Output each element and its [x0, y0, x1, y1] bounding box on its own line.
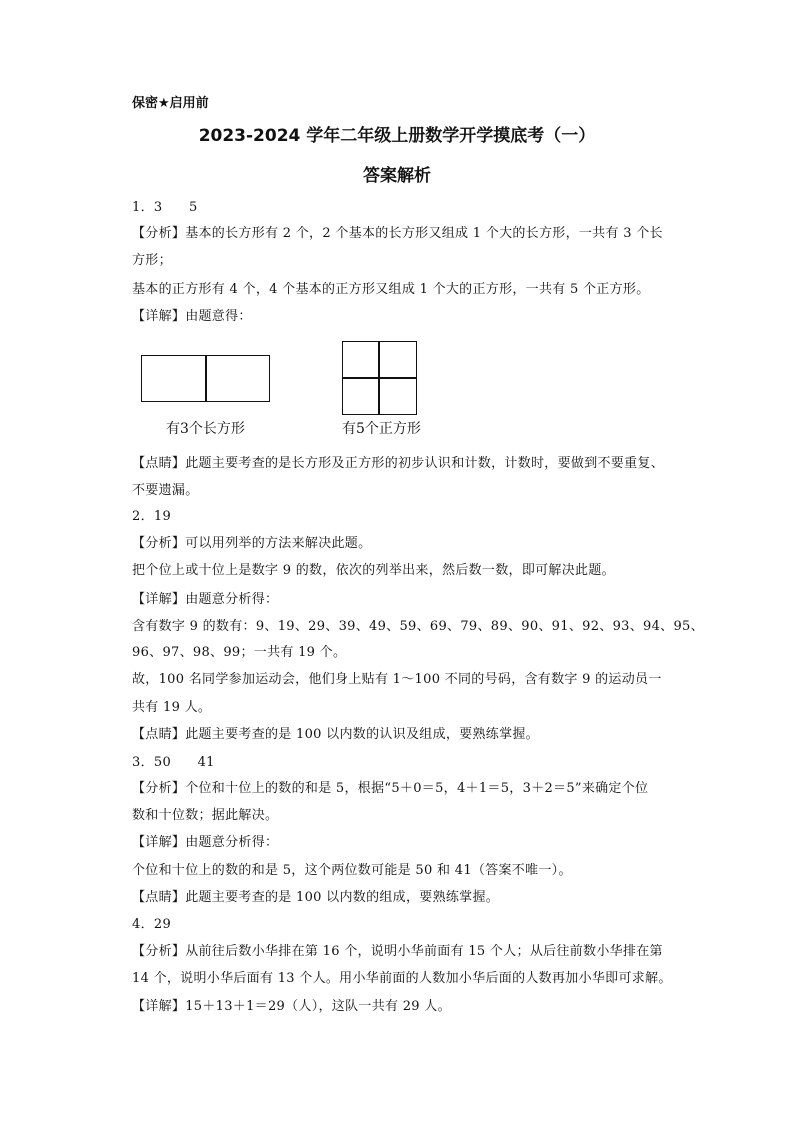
q2-detail-line-2: 96、97、98、99；一共有 19 个。	[132, 645, 347, 660]
confidential-label: 保密★启用前	[132, 96, 209, 111]
q4-analysis-line-2: 14 个，说明小华后面有 13 个人。用小华前面的人数加小华后面的人数再加小华即可求解。	[132, 971, 672, 986]
q1-analysis-line-3: 基本的正方形有 4 个，4 个基本的正方形又组成 1 个大的正方形，一共有 5 个正方形。	[132, 282, 650, 297]
q3-analysis-line-1: 【分析】个位和十位上的数的和是 5，根据“5＋0＝5，4＋1＝5，3＋2＝5”来确定个位	[132, 781, 649, 796]
q1-comment-line-2: 不要遗漏。	[132, 483, 199, 498]
q2-detail-heading: 【详解】由题意分析得：	[132, 592, 279, 607]
q2-detail-line-1: 含有数字 9 的数有：9、19、29、39、49、59、69、79、89、90、91、92、93、94、95、	[132, 619, 704, 634]
q4-detail: 【详解】15＋13＋1＝29（人），这队一共有 29 人。	[132, 999, 451, 1014]
q3-detail-line-1: 个位和十位上的数的和是 5，这个两位数可能是 50 和 41（答案不唯一）。	[132, 863, 572, 878]
rectangle-caption: 有3个长方形	[166, 421, 245, 437]
q4-analysis-line-1: 【分析】从前往后数小华排在第 16 个，说明小华前面有 15 个人；从后往前数小华排在第	[132, 944, 663, 959]
page-title: 2023-2024 学年二年级上册数学开学摸底考（一）	[198, 126, 596, 146]
rectangle-divider	[205, 355, 207, 402]
page-subtitle: 答案解析	[363, 166, 431, 186]
q3-comment: 【点睛】此题主要考查的是 100 以内数的组成，要熟练掌握。	[132, 890, 500, 905]
q1-answer: 1．3 5	[132, 200, 198, 215]
q2-comment: 【点睛】此题主要考查的是 100 以内数的认识及组成，要熟练掌握。	[132, 727, 539, 742]
q2-detail-line-4: 共有 19 人。	[132, 700, 212, 715]
q3-analysis-line-2: 数和十位数；据此解决。	[132, 808, 279, 823]
q2-detail-line-3: 故，100 名同学参加运动会，他们身上贴有 1～100 不同的号码，含有数字 9 的运动员一	[132, 672, 662, 687]
q2-analysis-line-2: 把个位上或十位上是数字 9 的数，依次的列举出来，然后数一数，即可解决此题。	[132, 563, 615, 578]
q3-answer: 3．50 41	[132, 755, 215, 770]
q1-comment-line-1: 【点睛】此题主要考查的是长方形及正方形的初步认识和计数，计数时，要做到不要重复、	[132, 456, 665, 471]
square-horizontal-divider	[342, 377, 417, 379]
q3-detail-heading: 【详解】由题意分析得：	[132, 835, 279, 850]
q4-answer: 4．29	[132, 917, 172, 932]
q2-analysis-line-1: 【分析】可以用列举的方法来解决此题。	[132, 536, 372, 551]
q1-analysis-line-1: 【分析】基本的长方形有 2 个，2 个基本的长方形又组成 1 个大的长方形，一共有 3 个长	[132, 226, 663, 241]
q1-detail-heading: 【详解】由题意得：	[132, 309, 252, 324]
q2-answer: 2．19	[132, 509, 172, 524]
square-caption: 有5个正方形	[342, 421, 421, 437]
q1-analysis-line-2: 方形；	[132, 253, 172, 268]
